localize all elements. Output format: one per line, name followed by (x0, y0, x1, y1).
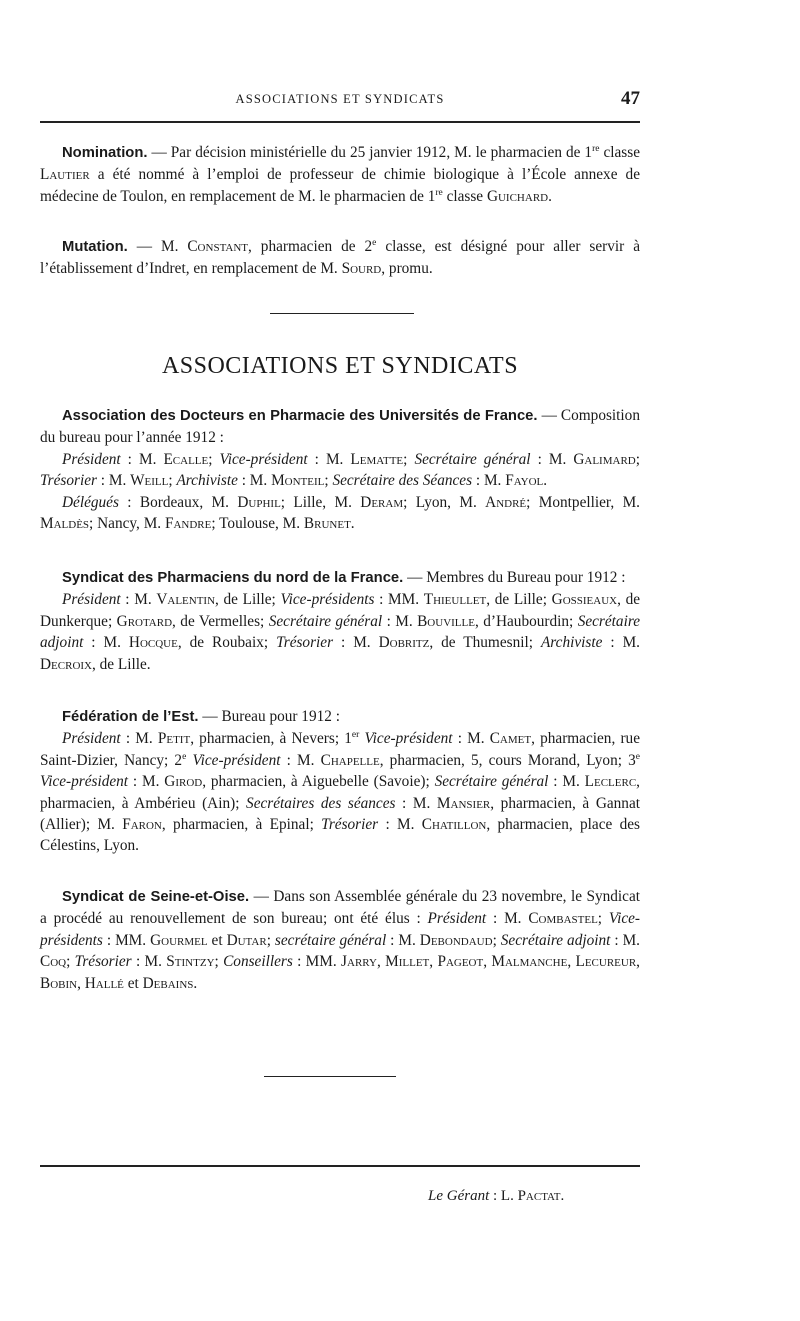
text: : M. (131, 953, 167, 971)
text: , (376, 953, 386, 971)
person-name: Ecalle (163, 450, 209, 468)
text: ; Montpellier, M. (526, 493, 640, 511)
text: : M. (83, 634, 129, 652)
person-name: Dutar (226, 931, 267, 949)
text: : MM. (102, 931, 151, 949)
person-name: Stintzy (166, 953, 215, 971)
role-label: Vice-président (219, 450, 308, 468)
role-label: Conseillers (223, 953, 293, 971)
est-block (40, 706, 640, 857)
text: , pharmacien, à Epinal; (161, 816, 322, 834)
role-label: Vice-présidents (280, 591, 375, 609)
text: et (123, 974, 143, 992)
text: , de Roubaix; (177, 634, 277, 652)
association-lead: Association des Docteurs en Pharmacie des Universités de France. (62, 408, 538, 424)
text: : MM. (374, 591, 424, 609)
text: ; (266, 931, 275, 949)
text: : M. (530, 450, 574, 468)
person-name: Bobin (40, 974, 78, 992)
superscript: er (351, 730, 360, 741)
role-label: Secrétaires des séances (246, 794, 396, 812)
text: et (207, 931, 227, 949)
person-name: Mansier (436, 794, 491, 812)
text: ; (635, 450, 640, 468)
text: — M. (127, 238, 188, 255)
nord-lead: Syndicat des Pharmaciens du nord de la France. (62, 570, 404, 586)
text: ; (208, 450, 220, 468)
text: , pharmacien, 5, cours Morand, Lyon; 3 (379, 751, 636, 769)
text: , de Thumesnil; (429, 634, 541, 652)
text: , pharmacien, à Ambérieu (Ain); (40, 773, 640, 812)
person-name: Gossieaux (551, 591, 618, 609)
role-label: Secrétaire adjoint (500, 931, 611, 949)
person-name: André (485, 493, 527, 511)
role-label: Secrétaire général (268, 612, 383, 630)
person-name: Thieullet (423, 591, 487, 609)
person-name: Duphil (237, 493, 281, 511)
role-label: Président (62, 450, 121, 468)
text: ; (66, 953, 75, 971)
text: ; (403, 450, 415, 468)
text: : M. (602, 634, 640, 652)
text: , d’Haubourdin; (474, 612, 578, 630)
nomination-lead: Nomination. (62, 145, 148, 161)
header-rule (40, 121, 640, 123)
role-label: Président (62, 591, 121, 609)
person-name: Monteil (271, 472, 325, 490)
role-label: Délégués (62, 493, 119, 511)
text: : M. (486, 910, 529, 928)
text: : M. (452, 730, 490, 748)
person-name: Leclerc (584, 773, 637, 791)
text: : M. (378, 816, 422, 834)
text: , de Vermelles; (172, 612, 269, 630)
person-name: Lematte (350, 450, 404, 468)
text: ; Toulouse, M. (211, 515, 304, 533)
person-name: Dobritz (378, 634, 430, 652)
role-label: Archiviste (176, 472, 238, 490)
text: : M. (120, 730, 158, 748)
text: . (548, 187, 552, 205)
text: , promu. (381, 260, 433, 278)
person-name: Malmanche (491, 953, 568, 971)
person-name: Deram (360, 493, 404, 511)
running-title: ASSOCIATIONS ET SYNDICATS (235, 92, 445, 106)
seine-block (40, 886, 640, 994)
role-label: Vice-présidents (40, 910, 641, 949)
text: : M. (120, 591, 157, 609)
seine-lead: Syndicat de Seine-et-Oise. (62, 889, 250, 905)
person-name: Girod (164, 773, 203, 791)
section-title: ASSOCIATIONS ET SYNDICATS (161, 353, 519, 379)
text: , (567, 953, 576, 971)
text: , pharmacien, à Aiguebelle (Savoie); (202, 773, 435, 791)
text: — Composition du bureau pour l’année 1912 : (40, 407, 640, 447)
role-label: Vice-président (186, 751, 281, 769)
gerant-label: Le Gérant (428, 1188, 490, 1204)
role-label: Trésorier (321, 816, 379, 834)
text: , (636, 953, 640, 971)
person-name: Combastel (528, 910, 598, 928)
person-name: Pageot (437, 953, 484, 971)
text: : M. (280, 751, 321, 769)
person-name: Decroix (40, 655, 92, 673)
person-name: Weill (130, 472, 169, 490)
text: : Bordeaux, M. (118, 493, 238, 511)
text: , (429, 953, 438, 971)
superscript: re (435, 187, 443, 198)
mutation-lead: Mutation. (62, 239, 128, 255)
text: : MM. (292, 953, 342, 971)
text: : M. (548, 773, 585, 791)
text: : M. (382, 612, 418, 630)
person-name: Fayol (505, 472, 544, 490)
role-label: Vice-président (359, 730, 453, 748)
page-number: 47 (621, 88, 640, 109)
text: ; (492, 931, 501, 949)
person-name: Hocque (128, 634, 178, 652)
person-name: Lautier (40, 166, 90, 184)
section-divider (270, 313, 414, 314)
person-name: Maldès (40, 515, 90, 533)
role-label: Vice-président (40, 773, 129, 791)
text: , pharmacien, à Nevers; 1 (190, 730, 352, 748)
text: classe, est désigné pour aller servir à l’établissement d’Indret, en remplacement de M. (40, 238, 640, 278)
text: ; (324, 472, 333, 490)
footer-rule (40, 1165, 640, 1167)
person-name: Millet (385, 953, 430, 971)
text: : L. (489, 1188, 518, 1204)
text: . (560, 1188, 565, 1204)
text: : M. (120, 450, 164, 468)
text: classe (599, 144, 640, 161)
person-name: Faron (122, 816, 162, 834)
person-name: Valentin (156, 591, 216, 609)
text: ; Lyon, M. (403, 493, 486, 511)
text: , pharmacien, à Gannat (Allier); M. (40, 794, 640, 834)
text: : M. (395, 794, 437, 812)
text: — Dans son Assemblée générale du 23 novembre, le Syndicat a procédé au renouvellement de son bureau; ont été élus : (40, 888, 640, 928)
text: , pharmacien de 2 (248, 238, 373, 255)
role-label: Secrétaire adjoint (40, 612, 640, 652)
person-name: Debondaud (419, 931, 493, 949)
text: : M. (96, 472, 131, 490)
text: , pharmacien, rue Saint-Dizier, Nancy; 2 (40, 730, 640, 769)
person-name: Pactat (517, 1188, 561, 1204)
text: — Bureau pour 1912 : (198, 708, 340, 725)
person-name: Debains (142, 974, 194, 992)
role-label: Secrétaire général (434, 773, 549, 791)
text: classe (442, 187, 487, 205)
person-name: Galimard (573, 450, 636, 468)
role-label: Président (427, 910, 487, 928)
text: , de Lille; (486, 591, 552, 609)
running-header (40, 88, 640, 112)
text: : M. (333, 634, 379, 652)
text: ; Nancy, M. (89, 515, 165, 533)
text: : M. (610, 931, 640, 949)
text: , (77, 974, 85, 992)
text: ; Lille, M. (280, 493, 361, 511)
text: : M. (128, 773, 165, 791)
role-label: Trésorier (276, 634, 334, 652)
person-name: Lecureur (575, 953, 637, 971)
text: , de Lille. (92, 655, 151, 673)
person-name: Grotard (116, 612, 173, 630)
person-name: Bouville (417, 612, 475, 630)
person-name: Chatillon (421, 816, 487, 834)
person-name: Chapelle (320, 751, 380, 769)
person-name: Fandre (164, 515, 212, 533)
person-name: Camet (489, 730, 532, 748)
person-name: Jarry (341, 953, 377, 971)
text: — Membres du Bureau pour 1912 : (403, 569, 626, 586)
person-name: Brunet (303, 515, 351, 533)
person-name: Gourmel (150, 931, 208, 949)
text: : M. (472, 472, 506, 490)
role-label: Trésorier (74, 953, 132, 971)
superscript: e (372, 237, 377, 248)
est-lead: Fédération de l’Est. (62, 709, 199, 725)
mutation-paragraph (40, 236, 640, 280)
text: : M. (307, 450, 351, 468)
text: : M. (237, 472, 272, 490)
text: a été nommé à l’emploi de professeur de chimie biologique à l’École annexe de médecine de Toulon, en remplacement de M. le pharmacien de 1 (40, 166, 640, 205)
nord-block (40, 567, 640, 675)
text: . (193, 974, 198, 992)
gerant-signature (428, 1188, 564, 1205)
superscript: e (635, 751, 640, 762)
association-block (40, 405, 640, 534)
text: ; (214, 953, 224, 971)
role-label: Trésorier (40, 472, 97, 490)
role-label: Secrétaire général (414, 450, 531, 468)
text: . (350, 515, 355, 533)
role-label: Archiviste (540, 634, 603, 652)
person-name: Coq (40, 953, 67, 971)
text: , (483, 953, 492, 971)
superscript: re (592, 143, 600, 154)
text: : M. (386, 931, 420, 949)
text: , de Dunkerque; (40, 591, 641, 630)
nomination-paragraph (40, 142, 640, 207)
text: . (543, 472, 548, 490)
person-name: Guichard (486, 187, 549, 205)
text: ; (168, 472, 177, 490)
superscript: e (182, 751, 187, 762)
role-label: Secrétaire des Séances (332, 472, 473, 490)
person-name: Hallé (84, 974, 124, 992)
end-divider (264, 1076, 396, 1077)
text: , de Lille; (215, 591, 281, 609)
person-name: Sourd (341, 260, 382, 278)
person-name: Petit (157, 730, 191, 748)
person-name: Constant (187, 238, 249, 255)
text: — Par décision ministérielle du 25 janvier 1912, M. le pharmacien de 1 (147, 144, 593, 161)
role-label: secrétaire général (274, 931, 387, 949)
role-label: Président (62, 730, 121, 748)
text: ; (597, 910, 609, 928)
text: , pharmacien, place des Célestins, Lyon. (40, 816, 641, 855)
